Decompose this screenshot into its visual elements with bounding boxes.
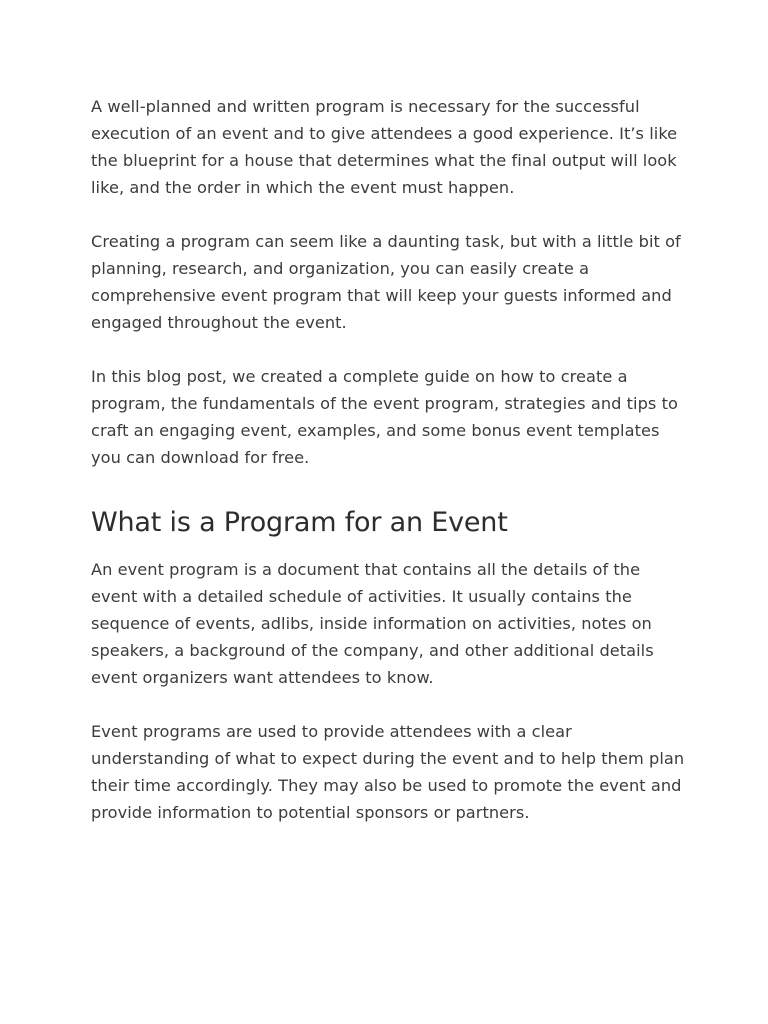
- intro-paragraph-2: Creating a program can seem like a daunting task, but with a little bit of planning, research, and organization, you can easily create a comprehensive event program that will keep your guests informed and engaged throughout the event.: [91, 232, 681, 332]
- intro-paragraph-1: A well-planned and written program is necessary for the successful execution of an event and to give attendees a good experience. It’s like the blueprint for a house that determines what the final output will look like, and the order in which the event must happen.: [91, 97, 678, 197]
- section-heading: What is a Program for an Event: [91, 507, 508, 538]
- section-paragraph-1: An event program is a document that contains all the details of the event with a detailed schedule of activities. It usually contains the sequence of events, adlibs, inside information on activities, notes on speakers, a background of the company, and other additional details event organizers want attendees to know.: [91, 560, 654, 687]
- article-body: [91, 93, 691, 826]
- intro-paragraph-3: In this blog post, we created a complete guide on how to create a program, the fundamentals of the event program, strategies and tips to craft an engaging event, examples, and some bonus event templates you can download for free.: [91, 367, 678, 467]
- section-paragraph-2: Event programs are used to provide attendees with a clear understanding of what to expect during the event and to help them plan their time accordingly. They may also be used to promote the event and provide information to potential sponsors or partners.: [91, 722, 685, 822]
